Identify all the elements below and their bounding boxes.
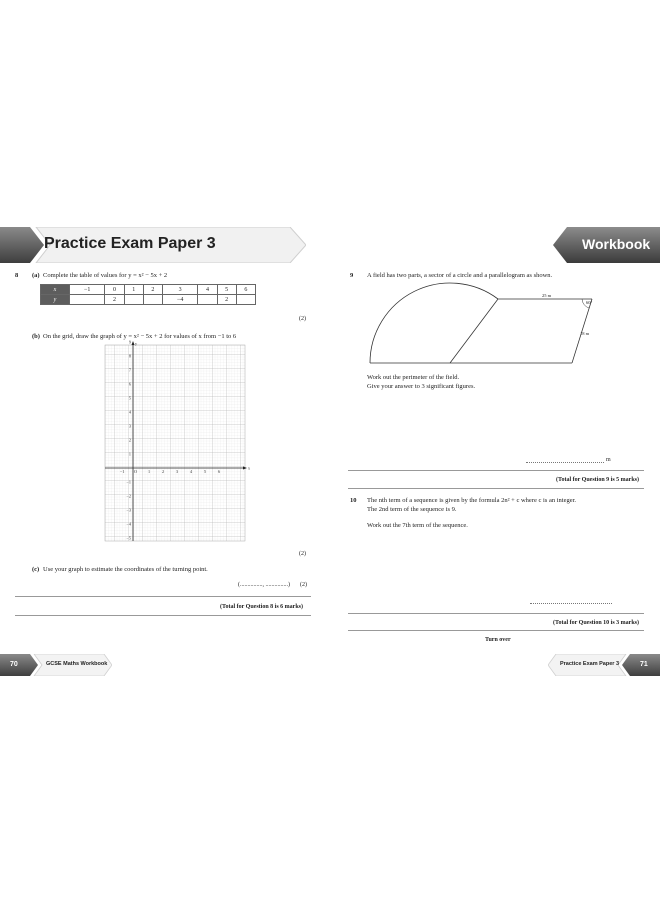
table-row-label-y: y bbox=[41, 295, 70, 305]
x-axis-label: x bbox=[248, 465, 251, 471]
q10-line-2: The 2nd term of the sequence is 9. bbox=[367, 506, 457, 513]
q10-line-3: Work out the 7th term of the sequence. bbox=[367, 522, 468, 529]
q8b-marks: (2) bbox=[299, 551, 306, 557]
q8c-answer-line[interactable]: (..............., ...............) bbox=[238, 582, 290, 588]
q9-answer-unit: m bbox=[606, 457, 611, 463]
x-tick-label: O bbox=[134, 469, 138, 474]
q10-number: 10 bbox=[350, 497, 357, 504]
q8-number: 8 bbox=[15, 272, 19, 279]
q8b-text: On the grid, draw the graph of y = x² − 5x + 2 for values of x from −1 to 6 bbox=[43, 333, 237, 340]
y-tick-label: 2 bbox=[128, 437, 131, 443]
page-title-right: Workbook bbox=[582, 236, 651, 252]
footer-title-right: Practice Exam Paper 3 bbox=[560, 661, 620, 667]
table-cell: 5 bbox=[217, 285, 236, 295]
divider bbox=[15, 596, 311, 597]
table-cell: 3 bbox=[162, 285, 197, 295]
table-input-cell[interactable] bbox=[124, 295, 143, 305]
label-60deg: 60° bbox=[586, 300, 593, 305]
footer-title-left: GCSE Maths Workbook bbox=[46, 661, 108, 667]
x-tick-label: 6 bbox=[218, 469, 221, 474]
divider bbox=[15, 615, 311, 616]
table-row bbox=[41, 295, 256, 305]
divider bbox=[348, 488, 644, 489]
y-tick-label: 9 bbox=[128, 340, 131, 345]
table-cell: −4 bbox=[162, 295, 197, 305]
y-tick-label: 7 bbox=[128, 367, 131, 373]
q9-text: A field has two parts, a sector of a circle and a parallelogram as shown. bbox=[367, 272, 553, 279]
q9-answer-line[interactable] bbox=[526, 462, 604, 463]
y-tick-label: 3 bbox=[128, 423, 131, 429]
y-tick-label: −1 bbox=[126, 479, 131, 485]
q9-instruction-1: Work out the perimeter of the field. bbox=[367, 374, 460, 381]
values-table bbox=[40, 284, 256, 305]
q8b-label: (b) bbox=[32, 333, 40, 340]
table-cell: 2 bbox=[105, 295, 124, 305]
page-number-left: 70 bbox=[10, 661, 18, 668]
y-tick-label: −3 bbox=[126, 507, 131, 513]
y-tick-label: −4 bbox=[126, 521, 131, 527]
divider bbox=[348, 470, 644, 471]
q9-instruction-2: Give your answer to 3 significant figures. bbox=[367, 383, 476, 390]
table-cell: 4 bbox=[198, 285, 217, 295]
label-18m: 18 m bbox=[580, 331, 590, 336]
q8a-text: Complete the table of values for y = x² − 5x + 2 bbox=[43, 272, 168, 279]
q10-line-1: The nth term of a sequence is given by the formula 2n² + c where c is an integer. bbox=[367, 497, 577, 504]
table-input-cell[interactable] bbox=[143, 295, 162, 305]
field-diagram bbox=[360, 280, 610, 370]
y-tick-label: −2 bbox=[126, 493, 131, 499]
table-row bbox=[41, 285, 256, 295]
table-input-cell[interactable] bbox=[70, 295, 105, 305]
y-axis-label: y bbox=[135, 341, 138, 346]
table-input-cell[interactable] bbox=[236, 295, 255, 305]
q8a-label: (a) bbox=[32, 272, 40, 279]
divider bbox=[348, 613, 644, 614]
y-tick-label: 8 bbox=[128, 353, 131, 359]
x-tick-label: −1 bbox=[120, 469, 125, 474]
table-cell: 2 bbox=[143, 285, 162, 295]
page-number-right: 71 bbox=[640, 661, 648, 668]
q8c-marks: (2) bbox=[300, 582, 307, 588]
x-tick-label: 2 bbox=[162, 469, 165, 474]
y-tick-label: 1 bbox=[128, 451, 131, 457]
table-cell: 6 bbox=[236, 285, 255, 295]
q9-total: (Total for Question 9 is 5 marks) bbox=[556, 477, 640, 483]
turn-over: Turn over bbox=[485, 637, 511, 643]
q8a-marks: (2) bbox=[299, 316, 306, 322]
table-cell: 0 bbox=[105, 285, 124, 295]
q10-total: (Total for Question 10 is 3 marks) bbox=[553, 620, 640, 626]
q9-number: 9 bbox=[350, 272, 354, 279]
q8c-label: (c) bbox=[32, 566, 40, 573]
x-tick-label: 3 bbox=[176, 469, 179, 474]
x-tick-label: 1 bbox=[148, 469, 151, 474]
table-cell: 2 bbox=[217, 295, 236, 305]
table-cell: 1 bbox=[124, 285, 143, 295]
label-25m: 25 m bbox=[542, 293, 552, 298]
y-tick-label: −5 bbox=[126, 535, 131, 541]
y-tick-label: 6 bbox=[128, 381, 131, 387]
x-tick-label: 4 bbox=[190, 469, 193, 474]
y-tick-label: 5 bbox=[128, 395, 131, 401]
table-row-label-x: x bbox=[41, 285, 70, 295]
table-cell: −1 bbox=[70, 285, 105, 295]
divider bbox=[348, 630, 644, 631]
q8-total: (Total for Question 8 is 6 marks) bbox=[220, 604, 304, 610]
graph-grid[interactable] bbox=[100, 340, 260, 545]
table-input-cell[interactable] bbox=[198, 295, 217, 305]
q10-answer-line[interactable] bbox=[530, 603, 612, 604]
x-tick-label: 5 bbox=[204, 469, 207, 474]
y-tick-label: 4 bbox=[128, 409, 131, 415]
q8c-text: Use your graph to estimate the coordinates of the turning point. bbox=[43, 566, 208, 573]
page-title-left: Practice Exam Paper 3 bbox=[44, 235, 216, 252]
